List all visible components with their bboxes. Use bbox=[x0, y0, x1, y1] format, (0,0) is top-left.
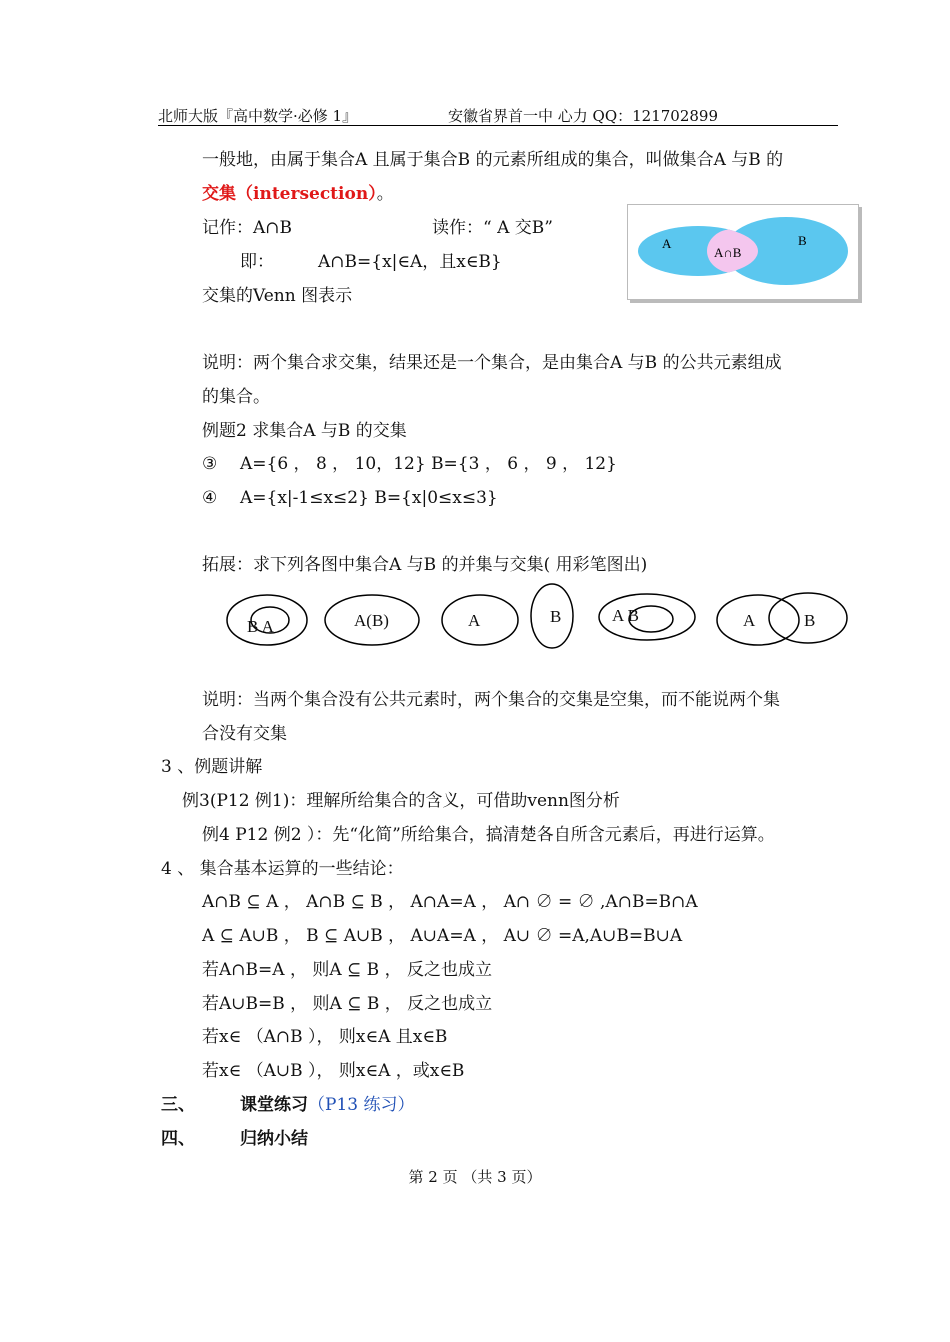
part3-heading bbox=[240, 1094, 414, 1116]
formula: A∩B={x|∈A，且x∈B} bbox=[318, 252, 502, 272]
example2-item1: A={6 ， 8 ， 10，12} B={3 ， 6 ， 9 ， 12} bbox=[240, 454, 617, 474]
section3-ex4: 例4 P12 例2 ）：先“化简”所给集合，搞清楚各自所含元素后，再进行运算。 bbox=[202, 825, 775, 845]
notation: 记作：A∩B bbox=[202, 218, 293, 238]
d1-label: B A bbox=[247, 617, 274, 636]
intersection-term: 交集（intersection） bbox=[202, 184, 377, 204]
section3-title: 3 、例题讲解 bbox=[161, 757, 263, 777]
set-a-label: A bbox=[662, 236, 672, 251]
note2-line1: 说明：当两个集合没有公共元素时，两个集合的交集是空集，而不能说两个集 bbox=[202, 690, 780, 710]
reading: 读作：“ A 交B” bbox=[432, 218, 553, 238]
venn-row-svg bbox=[0, 580, 950, 660]
rule-6: 若x∈ （A∪B ）， 则x∈A ，或x∈B bbox=[202, 1061, 465, 1081]
example2-title: 例题2 求集合A 与B 的交集 bbox=[202, 421, 407, 441]
intersection-term-line bbox=[202, 183, 394, 205]
page-footer: 第 2 页 （共 3 页） bbox=[408, 1168, 542, 1186]
note2-line2: 合没有交集 bbox=[202, 724, 287, 744]
part4-number: 四、 bbox=[161, 1129, 195, 1149]
venn-intersection-svg bbox=[628, 205, 858, 299]
formula-label: 即： bbox=[240, 252, 274, 272]
note1-line1: 说明：两个集合求交集，结果还是一个集合，是由集合A 与B 的公共元素组成 bbox=[202, 353, 782, 373]
intersection-def-line1: 一般地，由属于集合A 且属于集合B 的元素所组成的集合，叫做集合A 与B 的 bbox=[202, 150, 784, 170]
set-b-label: B bbox=[798, 233, 807, 248]
part3-ref: （P13 练习） bbox=[308, 1095, 415, 1115]
d5-b-label: B bbox=[804, 611, 816, 630]
rule-2: A ⊆ A∪B ， B ⊆ A∪B ， A∪A=A ， A∪ ∅ =A,A∪B=B∪A bbox=[202, 926, 683, 946]
d4-label: A B bbox=[612, 606, 639, 625]
extension-text: 拓展：求下列各图中集合A 与B 的并集与交集( 用彩笔图出) bbox=[202, 555, 648, 575]
venn-label: 交集的Venn 图表示 bbox=[202, 286, 353, 306]
part3-title: 课堂练习 bbox=[240, 1095, 308, 1115]
example2-item1-mark: ③ bbox=[202, 454, 218, 474]
rule-3: 若A∩B=A ， 则A ⊆ B ， 反之也成立 bbox=[202, 960, 492, 980]
rule-4: 若A∪B=B ， 则A ⊆ B ， 反之也成立 bbox=[202, 994, 493, 1014]
section3-ex3: 例3(P12 例1)：理解所给集合的含义，可借助venn图分析 bbox=[182, 791, 620, 811]
example2-item2: A={x|-1≤x≤2} B={x|0≤x≤3} bbox=[240, 488, 498, 508]
d3-a-label: A bbox=[468, 611, 481, 630]
header-right: 安徽省界首一中 心力 QQ：121702899 bbox=[448, 107, 719, 125]
part4-title: 归纳小结 bbox=[240, 1129, 308, 1149]
rule-1: A∩B ⊆ A ， A∩B ⊆ B ， A∩A=A ， A∩ ∅ = ∅ ,A∩B=B∩A bbox=[202, 892, 698, 912]
d5-a-label: A bbox=[743, 611, 756, 630]
venn-intersection-diagram bbox=[627, 204, 859, 300]
rule-5: 若x∈ （A∩B ）， 则x∈A 且x∈B bbox=[202, 1027, 448, 1047]
intersection-term-tail: 。 bbox=[376, 184, 394, 204]
section4-title: 4 、 集合基本运算的一些结论： bbox=[161, 859, 404, 879]
d2-label: A(B) bbox=[354, 611, 389, 630]
overlap-label: A∩B bbox=[714, 245, 742, 260]
part3-number: 三、 bbox=[161, 1095, 195, 1115]
page-header bbox=[158, 103, 838, 126]
d3-b-label: B bbox=[550, 607, 562, 626]
d5-a-ellipse bbox=[717, 595, 799, 645]
header-left: 北师大版『高中数学·必修 1』 bbox=[158, 107, 358, 125]
example2-item2-mark: ④ bbox=[202, 488, 218, 508]
note1-line2: 的集合。 bbox=[202, 387, 270, 407]
